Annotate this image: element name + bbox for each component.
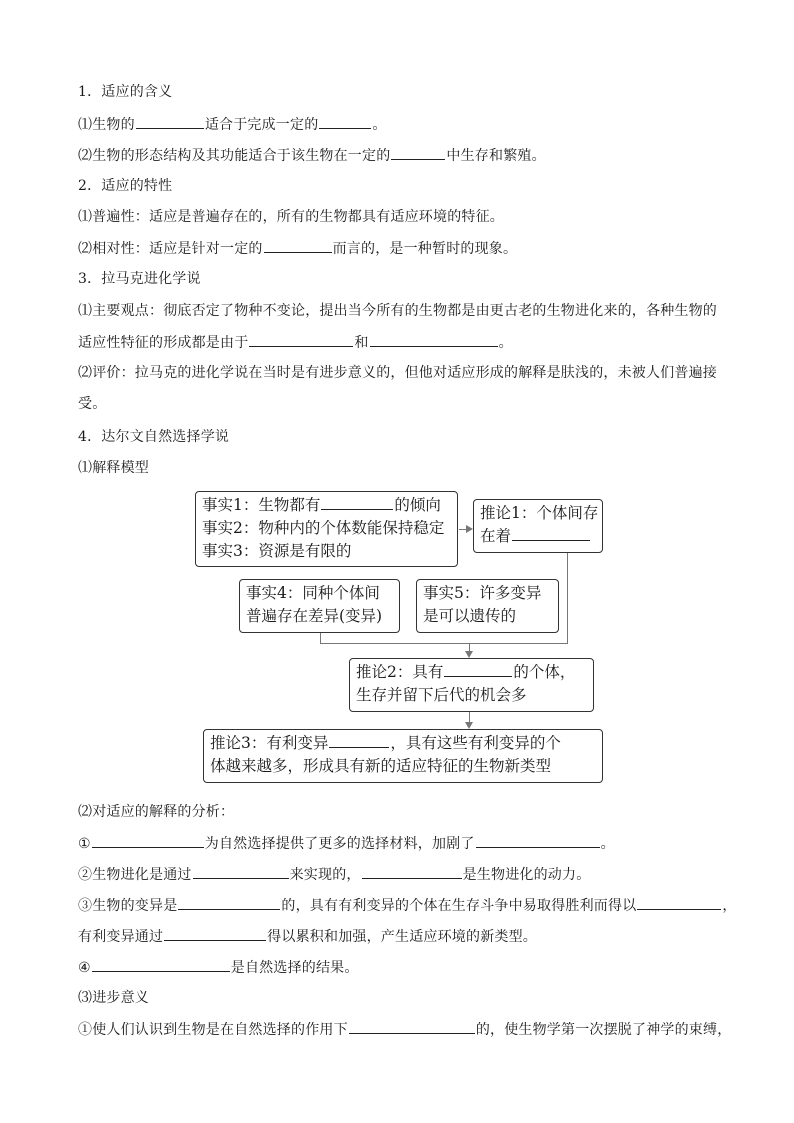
answer-blank[interactable] xyxy=(444,662,512,677)
fact-5-box xyxy=(416,579,559,633)
answer-blank[interactable] xyxy=(637,895,721,910)
answer-blank[interactable] xyxy=(319,114,371,129)
s3-item-2-line2: 受。 xyxy=(78,396,107,412)
facts-1-3-box xyxy=(195,491,458,567)
text: ，具有这些有利变异的个 xyxy=(390,734,561,752)
text: ④ xyxy=(78,960,91,976)
text: 适合于完成一定的 xyxy=(204,117,319,133)
text: ①使人们认识到生物是在自然选择的作用下 xyxy=(78,1022,348,1038)
section-3-title: 3．拉马克进化学说 xyxy=(78,271,201,287)
inference-3-box xyxy=(203,729,603,783)
s4-analysis-4 xyxy=(78,957,359,978)
fact-3: 事实3：资源是有限的 xyxy=(202,542,352,560)
fact-5-line2: 是可以遗传的 xyxy=(423,607,517,625)
s3-item-1-line1: ⑴主要观点：彻底否定了物种不变论，提出当今所有的生物都是由更古老的生物进化来的，各种生物的 xyxy=(78,303,717,319)
text: ⑵相对性：适应是针对一定的 xyxy=(78,241,263,257)
text: 中生存和繁殖。 xyxy=(446,148,546,164)
fact-4-line1: 事实4：同种个体间 xyxy=(246,584,380,602)
answer-blank[interactable] xyxy=(92,833,204,848)
arrow-right-icon xyxy=(466,525,473,533)
s1-item-2 xyxy=(78,145,546,166)
text: 适应性特征的形成都是由于 xyxy=(78,335,249,351)
connector-line xyxy=(567,553,568,644)
s4-significance-1 xyxy=(78,1019,731,1040)
answer-blank[interactable] xyxy=(370,332,498,347)
inference-2-box xyxy=(349,658,594,712)
arrow-down-icon xyxy=(465,722,473,729)
s4-analysis-3-line2 xyxy=(78,926,537,947)
text: ②生物进化是通过 xyxy=(78,867,192,883)
answer-blank[interactable] xyxy=(321,495,393,510)
connector-line xyxy=(320,643,568,644)
text: 推论3：有利变异 xyxy=(210,734,329,752)
section-2-title: 2．适应的特性 xyxy=(78,178,173,194)
answer-blank[interactable] xyxy=(92,957,230,972)
text: 和 xyxy=(354,335,369,351)
text: 得以累积和加强，产生适应环境的新类型。 xyxy=(267,929,538,945)
text: 在着 xyxy=(480,527,512,545)
s4-sub-1: ⑴解释模型 xyxy=(78,460,149,476)
answer-blank[interactable] xyxy=(264,238,332,253)
s2-item-2 xyxy=(78,238,517,259)
s4-sub-3: ⑶进步意义 xyxy=(78,990,149,1006)
text: 的，具有有利变异的个体在生存斗争中易取得胜利而得以 xyxy=(281,898,637,914)
text: 的倾向 xyxy=(394,496,441,514)
s3-item-1-line2 xyxy=(78,332,513,353)
text: 是生物进化的动力。 xyxy=(462,867,591,883)
answer-blank[interactable] xyxy=(349,1019,475,1034)
text: 。 xyxy=(372,117,387,133)
s4-sub-2: ⑵对适应的解释的分析： xyxy=(78,804,235,820)
inference-3-line2: 体越来越多，形成具有新的适应特征的生物新类型 xyxy=(210,757,552,775)
text: ③生物的变异是 xyxy=(78,898,178,914)
text: ⑵生物的形态结构及其功能适合于该生物在一定的 xyxy=(78,148,391,164)
answer-blank[interactable] xyxy=(178,895,280,910)
text: ， xyxy=(722,898,737,914)
answer-blank[interactable] xyxy=(136,114,204,129)
inference-2-line2: 生存并留下后代的机会多 xyxy=(356,686,527,704)
fact-5-line1: 事实5：许多变异 xyxy=(423,584,542,602)
text: 。 xyxy=(600,836,615,852)
s4-analysis-1 xyxy=(78,833,615,854)
s4-analysis-2 xyxy=(78,864,590,885)
answer-blank[interactable] xyxy=(512,526,590,541)
answer-blank[interactable] xyxy=(249,332,353,347)
text: ⑴生物的 xyxy=(78,117,135,133)
text: 事实1：生物都有 xyxy=(202,496,321,514)
fact-4-line2: 普遍存在差异(变异) xyxy=(246,607,383,625)
s3-item-2-line1: ⑵评价：拉马克的进化学说在当时是有进步意义的，但他对适应形成的解释是肤浅的，未被人们普遍接 xyxy=(78,365,717,381)
text: 来实现的， xyxy=(289,867,361,883)
inference-1-line1: 推论1：个体间存 xyxy=(480,504,599,522)
text: 的个体， xyxy=(513,663,576,681)
fact-4-box xyxy=(239,579,400,633)
answer-blank[interactable] xyxy=(362,864,462,879)
answer-blank[interactable] xyxy=(391,145,445,160)
text: 。 xyxy=(498,335,513,351)
section-1-title: 1．适应的含义 xyxy=(78,84,173,100)
answer-blank[interactable] xyxy=(193,864,289,879)
text: 是自然选择的结果。 xyxy=(230,960,359,976)
text: 有利变异通过 xyxy=(78,929,164,945)
text: 为自然选择提供了更多的选择材料，加剧了 xyxy=(204,836,475,852)
text: ① xyxy=(78,836,91,852)
inference-3-line1 xyxy=(210,732,596,755)
answer-blank[interactable] xyxy=(329,733,389,748)
answer-blank[interactable] xyxy=(164,926,266,941)
s1-item-1 xyxy=(78,114,387,135)
inference-1-line2 xyxy=(480,525,596,548)
fact-1 xyxy=(202,494,451,517)
arrow-down-icon xyxy=(465,651,473,658)
text: 的，使生物学第一次摆脱了神学的束缚， xyxy=(475,1022,732,1038)
s4-analysis-3-line1 xyxy=(78,895,737,916)
text: 而言的，是一种暂时的现象。 xyxy=(332,241,518,257)
s2-item-1: ⑴普遍性：适应是普遍存在的，所有的生物都具有适应环境的特征。 xyxy=(78,209,504,225)
inference-2-line1 xyxy=(356,661,587,684)
text: 推论2：具有 xyxy=(356,663,444,681)
inference-1-box xyxy=(473,499,603,553)
fact-2: 事实2：物种内的个体数能保持稳定 xyxy=(202,519,445,537)
section-4-title: 4．达尔文自然选择学说 xyxy=(78,429,230,445)
answer-blank[interactable] xyxy=(476,833,600,848)
